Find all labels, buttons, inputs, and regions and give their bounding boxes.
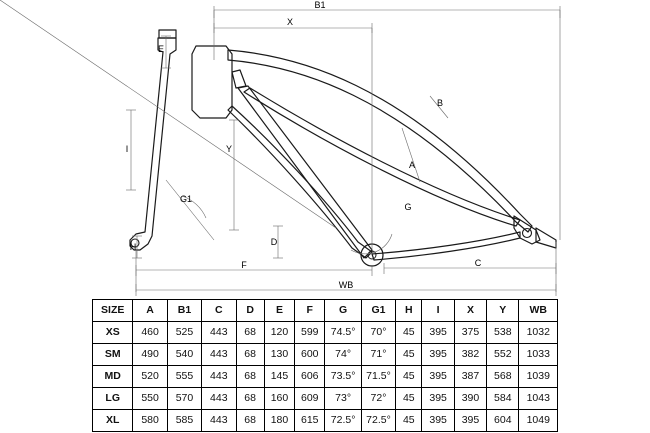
cell-y: 604 (487, 410, 519, 432)
cell-wb: 1033 (519, 344, 558, 366)
top-tube (225, 50, 532, 232)
table-row (93, 344, 558, 366)
cell-a: 580 (133, 410, 167, 432)
chain-stay (372, 232, 520, 260)
cell-i: 395 (422, 322, 454, 344)
cell-b1: 570 (167, 388, 201, 410)
cell-g1: 71.5° (361, 366, 395, 388)
cell-g: 74.5° (325, 322, 361, 344)
cell-size: XS (93, 322, 133, 344)
cell-y: 538 (487, 322, 519, 344)
cell-b1: 555 (167, 366, 201, 388)
rear-axle (523, 229, 532, 238)
cell-e: 180 (264, 410, 294, 432)
cell-g1: 72° (361, 388, 395, 410)
cell-a: 490 (133, 344, 167, 366)
cell-a: 460 (133, 322, 167, 344)
dim-label-g1: G1 (179, 194, 193, 204)
cell-wb: 1032 (519, 322, 558, 344)
cell-c: 443 (202, 322, 236, 344)
angle-ref-g1 (166, 180, 214, 240)
th-g: G (325, 300, 361, 322)
cell-x: 395 (454, 410, 486, 432)
cell-i: 395 (422, 410, 454, 432)
cell-y: 568 (487, 366, 519, 388)
geometry-table-container (92, 299, 558, 432)
cell-e: 160 (264, 388, 294, 410)
th-g1: G1 (361, 300, 395, 322)
cell-y: 584 (487, 388, 519, 410)
dim-label-c: C (474, 258, 482, 268)
dim-label-x: X (286, 17, 294, 27)
cell-g1: 70° (361, 322, 395, 344)
cell-d: 68 (236, 322, 264, 344)
th-b1: B1 (167, 300, 201, 322)
th-a: A (133, 300, 167, 322)
cell-h: 45 (396, 410, 422, 432)
cell-d: 68 (236, 344, 264, 366)
table-row (93, 410, 558, 432)
cell-e: 145 (264, 366, 294, 388)
cell-b1: 525 (167, 322, 201, 344)
cell-size: LG (93, 388, 133, 410)
th-wb: WB (519, 300, 558, 322)
cell-g: 74° (325, 344, 361, 366)
angle-ref-g (0, 0, 336, 228)
cell-g1: 71° (361, 344, 395, 366)
cell-f: 599 (295, 322, 325, 344)
cell-size: SM (93, 344, 133, 366)
cell-size: XL (93, 410, 133, 432)
th-e: E (264, 300, 294, 322)
th-size: SIZE (93, 300, 133, 322)
down-tube (225, 106, 372, 258)
cell-x: 375 (454, 322, 486, 344)
cell-c: 443 (202, 366, 236, 388)
dim-label-b1: B1 (314, 0, 326, 10)
th-c: C (202, 300, 236, 322)
cell-b1: 585 (167, 410, 201, 432)
cell-g: 72.5° (325, 410, 361, 432)
cell-size: MD (93, 366, 133, 388)
cell-x: 390 (454, 388, 486, 410)
dim-label-a: A (408, 160, 416, 170)
cell-d: 68 (236, 388, 264, 410)
cell-h: 45 (396, 366, 422, 388)
cell-f: 609 (295, 388, 325, 410)
cell-c: 443 (202, 344, 236, 366)
cell-i: 395 (422, 388, 454, 410)
seat-stay (244, 88, 520, 226)
fork-outline (130, 38, 176, 250)
th-i: I (422, 300, 454, 322)
cell-x: 382 (454, 344, 486, 366)
cell-b1: 540 (167, 344, 201, 366)
cell-d: 68 (236, 366, 264, 388)
table-row (93, 322, 558, 344)
cell-d: 68 (236, 410, 264, 432)
cell-e: 130 (264, 344, 294, 366)
cell-h: 45 (396, 344, 422, 366)
cell-c: 443 (202, 388, 236, 410)
steerer-top (159, 30, 176, 38)
th-x: X (454, 300, 486, 322)
cell-h: 45 (396, 388, 422, 410)
th-h: H (396, 300, 422, 322)
cell-f: 615 (295, 410, 325, 432)
table-row (93, 388, 558, 410)
table-row (93, 366, 558, 388)
cell-g: 73° (325, 388, 361, 410)
dim-label-e: E (157, 44, 165, 54)
cell-h: 45 (396, 322, 422, 344)
dim-label-wb: WB (338, 280, 354, 290)
geometry-table (92, 299, 558, 432)
dim-label-h: H (129, 242, 137, 252)
cell-c: 443 (202, 410, 236, 432)
head-tube (192, 46, 232, 118)
cell-wb: 1043 (519, 388, 558, 410)
cell-x: 387 (454, 366, 486, 388)
dim-label-g: G (404, 202, 412, 212)
th-f: F (295, 300, 325, 322)
cell-f: 606 (295, 366, 325, 388)
cell-wb: 1039 (519, 366, 558, 388)
dim-label-f: F (241, 260, 247, 270)
cell-g: 73.5° (325, 366, 361, 388)
dim-label-b: B (436, 98, 444, 108)
table-header-row (93, 300, 558, 322)
seat-post-area (232, 70, 246, 88)
seat-tube (238, 86, 372, 258)
dim-label-i: I (125, 144, 129, 154)
cell-y: 552 (487, 344, 519, 366)
dim-label-d: D (270, 237, 278, 247)
cell-i: 395 (422, 366, 454, 388)
cell-wb: 1049 (519, 410, 558, 432)
dim-label-y: Y (225, 144, 233, 154)
th-y: Y (487, 300, 519, 322)
cell-a: 520 (133, 366, 167, 388)
dim-line-a (402, 128, 420, 182)
th-d: D (236, 300, 264, 322)
cell-e: 120 (264, 322, 294, 344)
cell-a: 550 (133, 388, 167, 410)
cell-i: 395 (422, 344, 454, 366)
cell-g1: 72.5° (361, 410, 395, 432)
cell-f: 600 (295, 344, 325, 366)
